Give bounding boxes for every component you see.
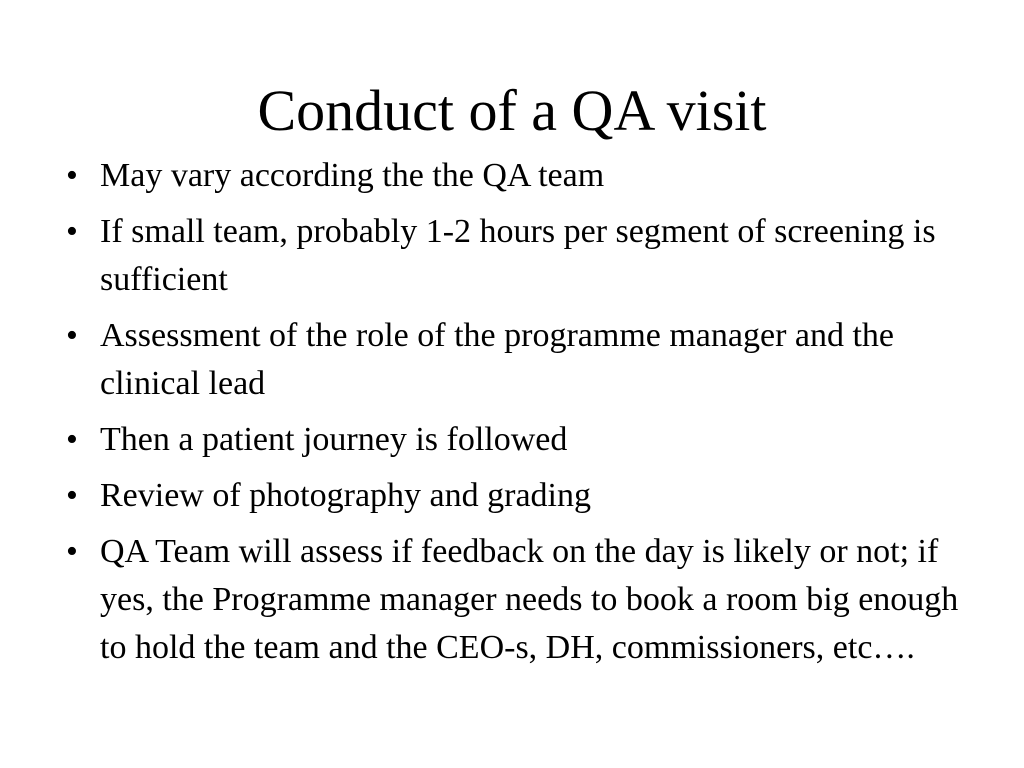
bullet-dot-icon: • [66, 213, 78, 250]
bullet-dot-icon: • [66, 533, 78, 570]
bullet-item [66, 472, 970, 520]
bullet-item [66, 416, 970, 464]
bullet-text: Assessment of the role of the programme manager and the clinical lead [100, 317, 895, 402]
bullet-item [66, 312, 970, 408]
bullet-dot-icon: • [66, 477, 78, 514]
bullet-text: Then a patient journey is followed [100, 421, 568, 458]
bullet-text: QA Team will assess if feedback on the day is likely or not; if yes, the Programme manager needs to book a room big enough to hold the team and the CEO-s, DH, commissioners, etc…. [100, 533, 959, 666]
bullet-text: May vary according the the QA team [100, 157, 605, 194]
bullet-dot-icon: • [66, 157, 78, 194]
bullet-item [66, 208, 970, 304]
bullet-item [66, 152, 970, 200]
bullet-item [66, 528, 970, 672]
bullet-text: If small team, probably 1-2 hours per segment of screening is sufficient [100, 213, 936, 298]
bullet-list [66, 152, 970, 680]
bullet-dot-icon: • [66, 421, 78, 458]
bullet-dot-icon: • [66, 317, 78, 354]
slide-title: Conduct of a QA visit [257, 78, 767, 143]
bullet-text: Review of photography and grading [100, 477, 591, 514]
